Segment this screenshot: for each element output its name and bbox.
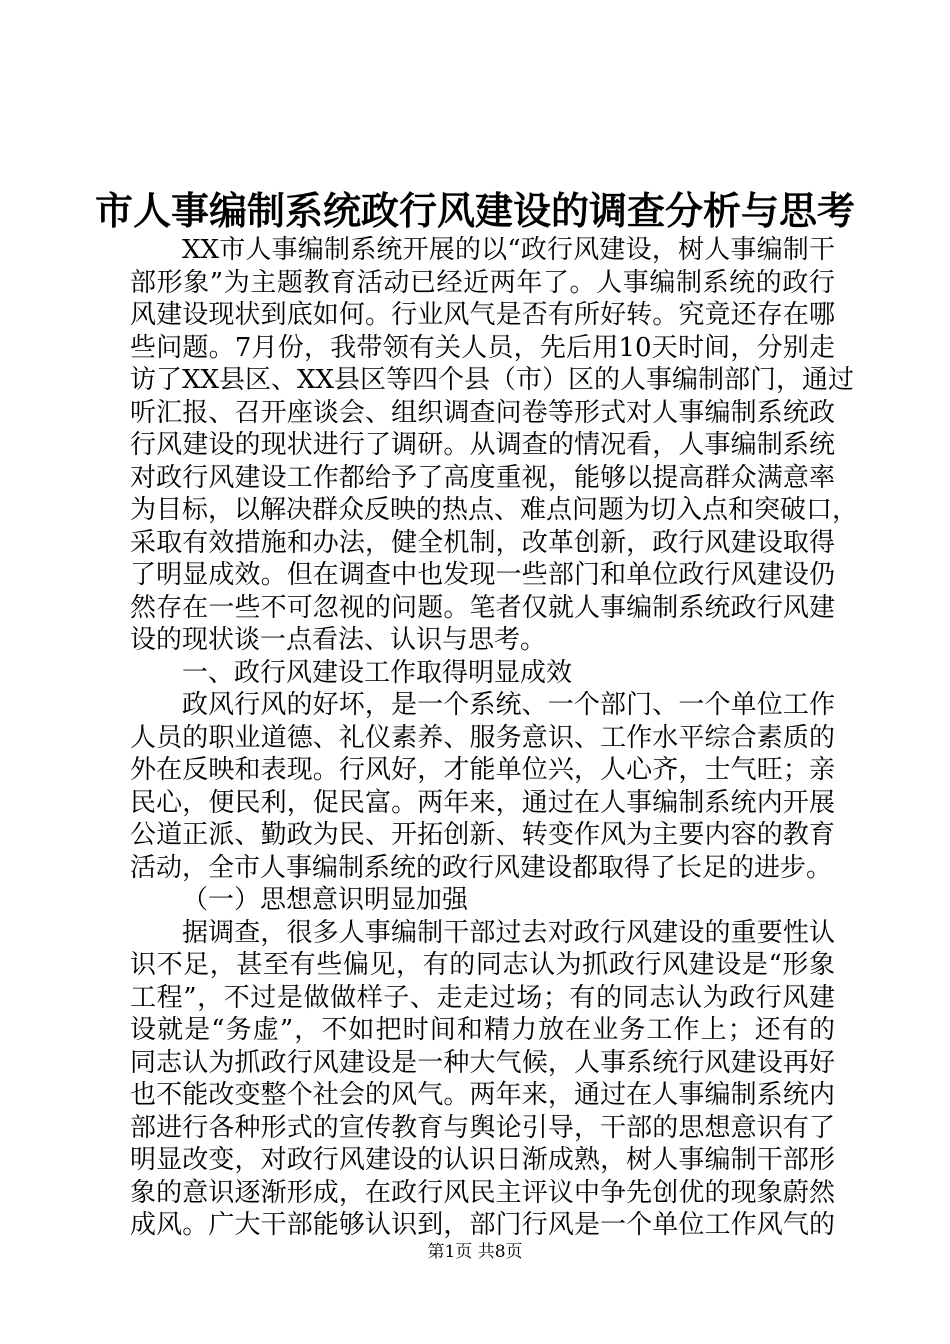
text-line: （一）思想意识明显加强: [182, 885, 469, 915]
text-line: XX市人事编制系统开展的以“政行风建设，树人事编制干: [182, 235, 835, 265]
text-line: 行风建设的现状进行了调研。从调查的情况看，人事编制系统: [130, 430, 835, 460]
text-line: 外在反映和表现。行风好，才能单位兴，人心齐，士气旺；亲: [130, 755, 835, 785]
page-footer: 第1页 共8页: [427, 1242, 523, 1262]
text-line: 设就是“务虚”，不如把时间和精力放在业务工作上；还有的: [130, 1015, 835, 1045]
text-line: 成风。广大干部能够认识到，部门行风是一个单位工作风气的: [130, 1210, 835, 1240]
text-line: 然存在一些不可忽视的问题。笔者仅就人事编制系统政行风建: [130, 592, 835, 623]
text-line: 民心，便民利，促民富。两年来，通过在人事编制系统内开展: [130, 787, 835, 818]
text-line: 采取有效措施和办法，健全机制，改革创新，政行风建设取得: [130, 527, 835, 558]
text-line: 一、政行风建设工作取得明显成效: [182, 657, 573, 688]
text-line: 象的意识逐渐形成，在政行风民主评议中争先创优的现象蔚然: [130, 1177, 835, 1208]
text-line: 设的现状谈一点看法、认识与思考。: [130, 625, 547, 655]
text-line: 识不足，甚至有些偏见，有的同志认为抓政行风建设是“形象: [130, 950, 835, 980]
text-line: 人员的职业道德、礼仪素养、服务意识、工作水平综合素质的: [130, 722, 835, 753]
text-line: 些问题。7月份，我带领有关人员，先后用10天时间，分别走: [130, 332, 835, 363]
text-line: 明显改变，对政行风建设的认识日渐成熟，树人事编制干部形: [130, 1145, 835, 1175]
document-body: [130, 234, 859, 1242]
text-line: 也不能改变整个社会的风气。两年来，通过在人事编制系统内: [130, 1080, 835, 1110]
text-line: 据调查，很多人事编制干部过去对政行风建设的重要性认: [182, 917, 835, 948]
text-line: 了明显成效。但在调查中也发现一些部门和单位政行风建设仍: [130, 560, 835, 590]
text-line: 部进行各种形式的宣传教育与舆论引导，干部的思想意识有了: [130, 1112, 835, 1143]
text-line: 同志认为抓政行风建设是一种大气候，人事系统行风建设再好: [130, 1047, 835, 1078]
text-line: 部形象”为主题教育活动已经近两年了。人事编制系统的政行: [130, 267, 835, 298]
document-title: 市人事编制系统政行风建设的调查分析与思考: [94, 188, 855, 233]
text-line: 对政行风建设工作都给予了高度重视，能够以提高群众满意率: [130, 462, 835, 493]
text-line: 政风行风的好坏，是一个系统、一个部门、一个单位工作: [182, 690, 835, 720]
text-line: 访了XX县区、XX县区等四个县（市）区的人事编制部门，通过: [130, 365, 855, 395]
text-line: 活动，全市人事编制系统的政行风建设都取得了长足的进步。: [130, 852, 833, 883]
text-line: 听汇报、召开座谈会、组织调查问卷等形式对人事编制系统政: [130, 397, 835, 428]
text-line: 风建设现状到底如何。行业风气是否有所好转。究竟还存在哪: [130, 300, 835, 330]
text-line: 公道正派、勤政为民、开拓创新、转变作风为主要内容的教育: [130, 820, 835, 850]
text-line: 为目标，以解决群众反映的热点、难点问题为切入点和突破口，: [130, 495, 859, 525]
text-line: 工程”，不过是做做样子、走走过场；有的同志认为政行风建: [130, 982, 835, 1013]
